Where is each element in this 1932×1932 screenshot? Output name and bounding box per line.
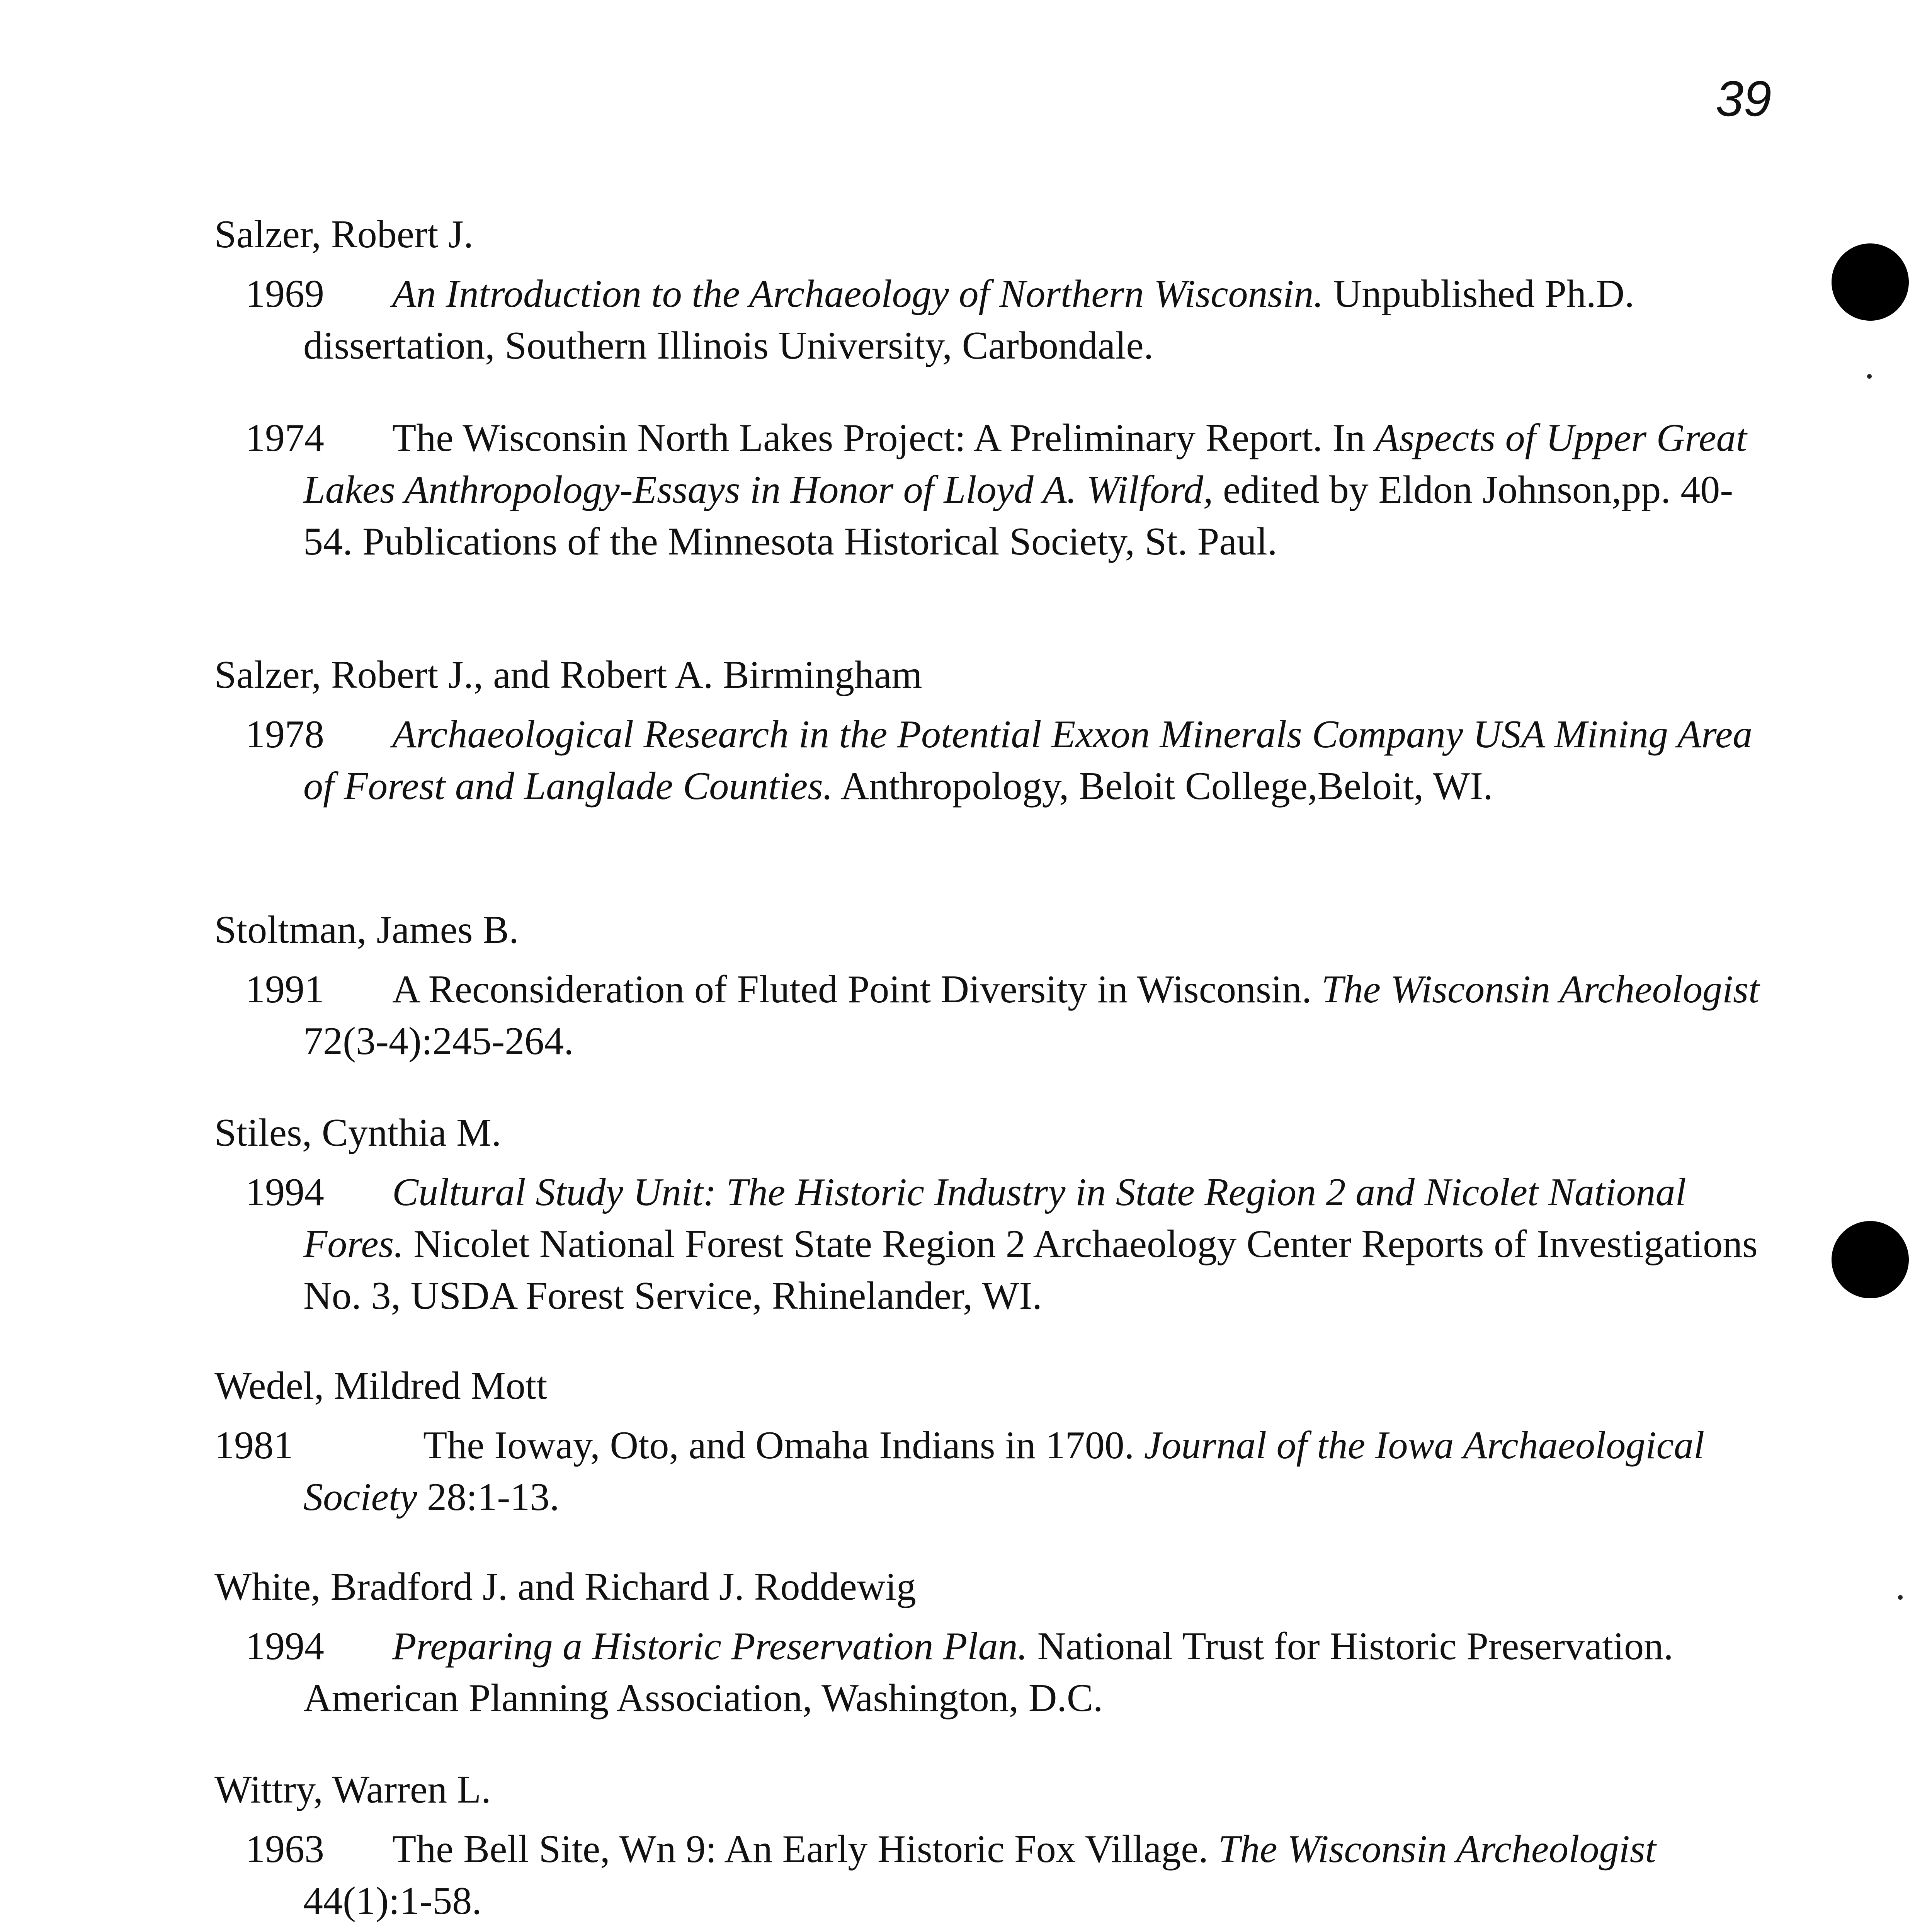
- bibliography-entry: [214, 1107, 1760, 1322]
- citation-details: Nicolet National Forest State Region 2 Archaeology Center Reports of Investigations No. 3, USDA Forest Service, Rhinelander, WI.: [303, 1222, 1758, 1318]
- citation-details: 28:1-13.: [417, 1475, 560, 1519]
- citation-title: Archaeological Research in the Potential Exxon Minerals Company USA Mining Area of Forest and Langlade Counties.: [303, 713, 1753, 808]
- citation-title: The Wisconsin Archeologist: [1321, 968, 1760, 1011]
- citation-year: 1994: [245, 1624, 324, 1668]
- citation-title: An Introduction to the Archaeology of Northern Wisconsin.: [392, 272, 1323, 316]
- citation-title: Aspects of Upper Great Lakes Anthropology-Essays in Honor of Lloyd A. Wilford,: [303, 416, 1747, 512]
- citation-details: Anthropology, Beloit College,Beloit, WI.: [833, 764, 1493, 808]
- entry-citation: [214, 1167, 1760, 1322]
- punch-hole-top: [1832, 243, 1909, 321]
- entry-citation: [214, 1420, 1760, 1523]
- citation-text: A Reconsideration of Fluted Point Diversity in Wisconsin.: [392, 968, 1322, 1011]
- entry-author: Wedel, Mildred Mott: [214, 1364, 548, 1408]
- citation-year: 1994: [245, 1170, 324, 1214]
- bibliography-entry: [214, 1764, 1760, 1927]
- scan-speck: [1898, 1595, 1903, 1600]
- entry-citation: [214, 1621, 1760, 1724]
- citation-text: The Ioway, Oto, and Omaha Indians in 1700.: [423, 1423, 1144, 1467]
- entry-author: Wittry, Warren L.: [214, 1768, 491, 1811]
- bibliography-entry: [214, 904, 1760, 1067]
- citation-text: The Wisconsin North Lakes Project: A Preliminary Report. In: [392, 416, 1375, 460]
- citation-title: Preparing a Historic Preservation Plan.: [392, 1624, 1028, 1668]
- citation-details: 72(3-4):245-264.: [303, 1019, 574, 1063]
- entry-author: White, Bradford J. and Richard J. Roddewig: [214, 1565, 916, 1609]
- bibliography-entry: [214, 1561, 1760, 1724]
- citation-details: National Trust for Historic Preservation. American Planning Association, Washington, D.C.: [303, 1624, 1673, 1720]
- citation-year: 1963: [245, 1827, 324, 1871]
- bibliography-entry: [214, 209, 1760, 568]
- entry-author: Salzer, Robert J., and Robert A. Birmingham: [214, 653, 922, 697]
- punch-hole-middle: [1832, 1221, 1909, 1298]
- citation-details: edited by Eldon Johnson,pp. 40-54. Publications of the Minnesota Historical Society, St. Paul.: [303, 468, 1733, 563]
- citation-year: 1978: [245, 713, 324, 756]
- entry-author: Stiles, Cynthia M.: [214, 1111, 502, 1155]
- citation-text: The Bell Site, Wn 9: An Early Historic Fox Village.: [392, 1827, 1218, 1871]
- entry-author: Stoltman, James B.: [214, 908, 519, 952]
- citation-title: Cultural Study Unit: The Historic Industry in State Region 2 and Nicolet National Fores.: [303, 1170, 1686, 1266]
- entry-citation: [214, 709, 1760, 812]
- citation-year: 1981: [214, 1423, 293, 1467]
- bibliography-entry: [214, 1360, 1760, 1523]
- entry-citation: [214, 1823, 1760, 1927]
- bibliography-entry: [214, 649, 1760, 812]
- citation-year: 1969: [245, 272, 324, 316]
- page-number: 39: [1716, 70, 1772, 127]
- citation-title: The Wisconsin Archeologist: [1218, 1827, 1656, 1871]
- citation-year: 1991: [245, 968, 324, 1011]
- scan-speck: [1867, 374, 1872, 379]
- citation-details: 44(1):1-58.: [303, 1879, 482, 1923]
- citation-title: Journal of the Iowa Archaeological Society: [303, 1423, 1705, 1519]
- entry-citation: [214, 412, 1760, 568]
- citation-year: 1974: [245, 416, 324, 460]
- citation-details: Unpublished Ph.D. dissertation, Southern Illinois University, Carbondale.: [303, 272, 1634, 367]
- entry-author: Salzer, Robert J.: [214, 213, 474, 256]
- entry-citation: [214, 268, 1760, 372]
- entry-citation: [214, 964, 1760, 1067]
